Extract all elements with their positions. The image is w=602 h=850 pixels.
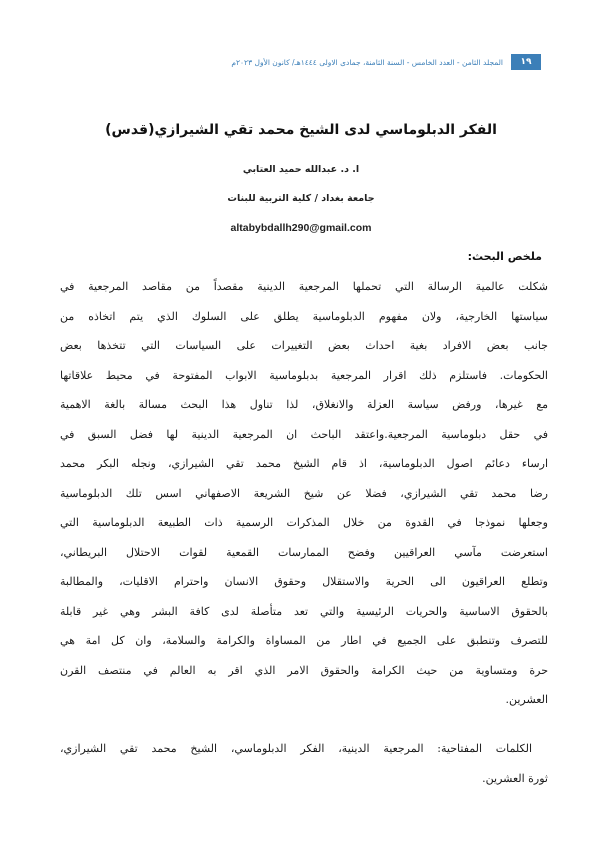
abstract-line: بالحقوق الاساسية والحريات الرئيسية والتي تعد متأصلة لدى كافة البشر وهي غير قابلة	[60, 604, 548, 618]
abstract-line: سياستها الخارجية، ولان مفهوم الدبلوماسية يطلق على السلوك الذي يتم اتخاذه من	[60, 309, 548, 323]
abstract-line: العشرين.	[505, 693, 548, 706]
page-number: ١٩	[511, 54, 541, 70]
abstract-line: في حقل دبلوماسية المرجعية.واعتقد الباحث ان المرجعية الدينية لها فضل السبق في	[60, 427, 548, 441]
abstract-line: مع غيرها، ورفض سياسة العزلة والانغلاق، لذا تناول هذا البحث مسالة بالغة الاهمية	[60, 398, 548, 411]
abstract-line: الحكومات. فاستلزم ذلك اقرار المرجعية بدبلوماسية الابواب المفتوحة في محيط علاقاتها	[60, 368, 548, 382]
abstract-line: جانب بعض الافراد بغية احداث بعض التغييرات على السياسات التي تتخذها بعض	[60, 339, 548, 352]
author-email: altabybdallh290@gmail.com	[230, 222, 372, 234]
author-name: ا. د. عبدالله حميد العتابي	[242, 164, 360, 175]
abstract-line: حرة ومتساوية من حيث الكرامة والحقوق الامر الذي اقر به العالم في منتصف القرن	[60, 663, 548, 677]
abstract-line: رضا محمد تقي الشيرازي، فضلا عن شيخ الشريعة الاصفهاني اسس تلك الدبلوماسية	[60, 486, 548, 500]
abstract-line: استعرضت مآسي العراقيين وفضح الممارسات القمعية لقوات الاحتلال البريطاني،	[60, 545, 548, 559]
abstract-heading: ملخص البحث:	[467, 250, 542, 263]
keywords-line: ثورة العشرين.	[482, 771, 548, 785]
abstract-line: للتصرف وتنطبق على الجميع في اطار من المساواة والكرامة والسلامة، وان كل امة هي	[60, 634, 548, 647]
abstract-line: ارساء دعائم اصول الدبلوماسية، اذ قام الشيخ محمد تقي الشيرازي، ونجله البكر محمد	[60, 457, 548, 470]
journal-info: المجلد الثامن - العدد الخامس - السنة الثامنة، جمادى الاولى ١٤٤٤هـ/ كانون الأول ٢٠٢٣م	[231, 57, 503, 67]
keywords-section	[60, 734, 548, 793]
author-affiliation: جامعة بغداد / كلية التربية للبنات	[227, 193, 375, 204]
article-title: الفكر الدبلوماسي لدى الشيخ محمد تقي الشيرازي(قدس)	[105, 122, 497, 138]
abstract-body	[60, 272, 548, 715]
abstract-line: شكلت عالمية الرسالة التي تحملها المرجعية الدينية مقصداً من مقاصد المرجعية في	[60, 280, 548, 293]
keywords-line: الكلمات المفتاحية: المرجعية الدينية، الفكر الدبلوماسي، الشيخ محمد تقي الشيرازي،	[60, 742, 532, 755]
abstract-line: وتطلع العراقيون الى الحرية والاستقلال وحقوق الانسان واحترام الاقليات، والمطالبة	[60, 575, 548, 588]
running-header	[63, 53, 541, 71]
abstract-line: وجعلها نموذجا في القدوة من خلال المذكرات الرسمية ذات الطبيعة الدبلوماسية التي	[60, 516, 548, 529]
